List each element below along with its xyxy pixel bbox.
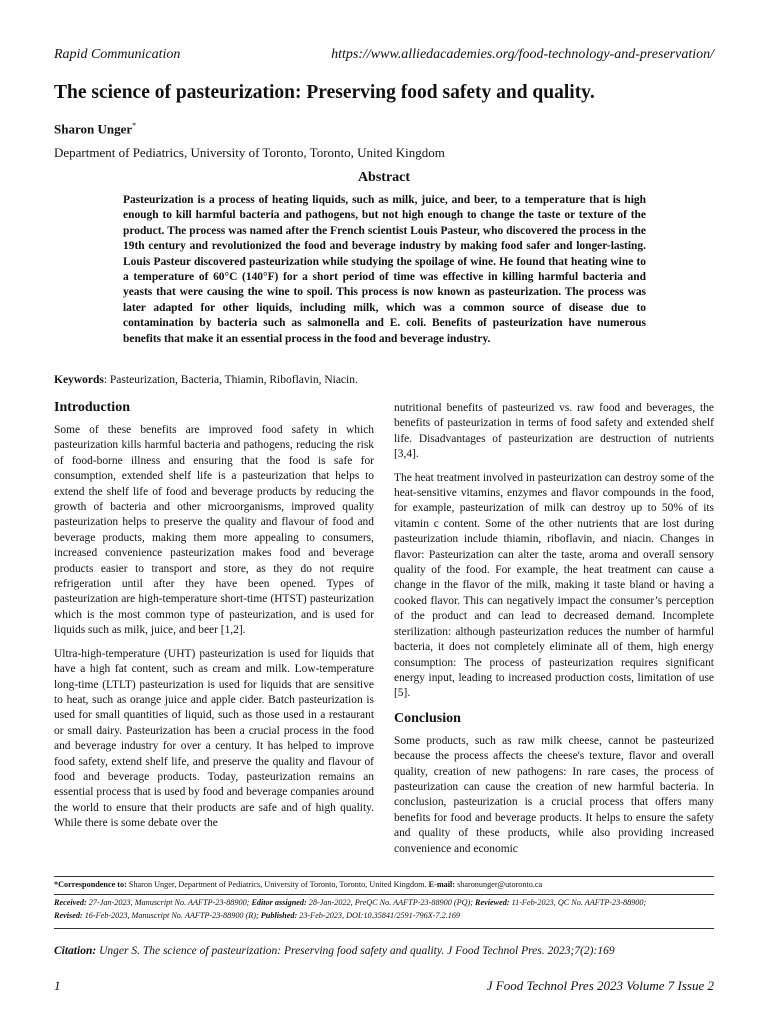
abstract-heading: Abstract bbox=[357, 170, 411, 185]
author-name-text: Sharon Unger bbox=[54, 121, 133, 137]
right-column bbox=[394, 401, 714, 865]
keywords-text: : Pasteurization, Bacteria, Thiamin, Riboflavin, Niacin. bbox=[103, 374, 358, 386]
revised-label: Revised: bbox=[54, 911, 83, 920]
received-label: Received: bbox=[54, 898, 87, 907]
introduction-heading: Introduction bbox=[54, 400, 130, 415]
email-label: E-mail: bbox=[428, 880, 456, 889]
keywords-label: Keywords bbox=[54, 374, 104, 386]
author-mark: * bbox=[132, 121, 137, 130]
correspondence-note bbox=[54, 880, 714, 889]
conclusion-heading: Conclusion bbox=[394, 710, 461, 726]
journal-url[interactable]: https://www.alliedacademies.org/food-technology-and-preservation/ bbox=[331, 47, 714, 62]
footnote-divider-mid bbox=[54, 894, 714, 895]
author-name bbox=[54, 121, 136, 137]
intro-paragraph-1: Some of these benefits are improved food safety in which pasteurization kills harmful bacteria and pathogens, reducing the risk of food-borne illness and ensuring that the food is safe for consumption, extended shelf life is a pasteurization that helps to extend the shelf life of food and beverage products by reducing the growth of bacteria and other microorganisms, improved quality pasteurization helps to preserve the quality and flavour of food and beverage products, making them more appealing to consumers, increased convenience pasteurization makes food and beverage products easier to transport and store, as they do not require refrigeration until after they have been opened. Types of pasteurization are high-temperature short-time (HTST) pasteurization which is the most common type of pasteurization, and is used for liquids such as milk, juice, and beer [1,2]. bbox=[54, 424, 374, 637]
published-label: Published: bbox=[260, 911, 298, 920]
reviewed-date: 11-Feb-2023, QC No. AAFTP-23-88900; bbox=[509, 898, 647, 907]
citation-text: Unger S. The science of pasteurization: Preserving food safety and quality. J Food Technol Pres. 2023;7(2):169 bbox=[96, 945, 615, 957]
editor-date: 28-Jan-2022, PreQC No. AAFTP-23-88900 (PQ); bbox=[306, 898, 476, 907]
citation bbox=[54, 945, 615, 957]
article-title: The science of pasteurization: Preserving food safety and quality. bbox=[54, 82, 595, 103]
journal-footer: J Food Technol Pres 2023 Volume 7 Issue 2 bbox=[486, 978, 714, 993]
footnote-divider-bottom bbox=[54, 928, 714, 929]
article-dates bbox=[54, 896, 714, 922]
intro-paragraph-4: The heat treatment involved in pasteurization can destroy some of the heat-sensitive vitamins, enzymes and flavor compounds in the food, for example, pasteurization of milk can destroy up to 50% of its vitamin c content. Some of the other nutrients that are lost during pasteurization include thiamin, riboflavin, and niacin. Changes in flavor: Pasteurization can alter the taste, aroma and overall sensory quality of the food. For example, the heat treatment can cause a change in the flavor of the milk, making it taste bland or having a cooked flavor. This can negatively impact the consumer’s perception of the product and can lead to decreased demand. Incomplete sterilization: although pasteurization reduces the number of harmful bacteria, it does not completely eliminate all of them, high energy consumption: The process of pasteurization requires significant energy input, leading to increased production costs, limitation of use [5]. bbox=[394, 471, 714, 700]
revised-date: 16-Feb-2023, Manuscript No. AAFTP-23-88900 (R); bbox=[82, 911, 261, 920]
correspondence-label: *Correspondence to: bbox=[54, 880, 127, 889]
email-address[interactable]: sharonunger@utoronto.ca bbox=[455, 880, 543, 889]
intro-paragraph-3: nutritional benefits of pasteurized vs. raw food and beverages, the benefits of pasteurization in terms of food safety and extended shelf life. Disadvantages of pasteurization are destruction of nutrients [3,4]. bbox=[394, 402, 714, 461]
footnote-divider-top bbox=[54, 876, 714, 877]
running-header-left: Rapid Communication bbox=[54, 47, 181, 62]
correspondence-text: Sharon Unger, Department of Pediatrics, University of Toronto, Toronto, United Kingdom. bbox=[126, 880, 427, 889]
citation-label: Citation: bbox=[54, 945, 97, 957]
keywords bbox=[54, 374, 358, 386]
left-column bbox=[54, 399, 374, 840]
reviewed-label: Reviewed: bbox=[475, 898, 510, 907]
published-date: 23-Feb-2023, DOI:10.35841/2591-796X-7.2.169 bbox=[297, 911, 461, 920]
editor-label: Editor assigned: bbox=[251, 898, 307, 907]
page-number: 1 bbox=[54, 978, 61, 993]
intro-paragraph-2: Ultra-high-temperature (UHT) pasteurization is used for liquids that have a high fat content, such as cream and milk. Low-temperature long-time (LTLT) pasteurization is used for liquids that are sensitive to heat, such as orange juice and apple cider. Batch pasteurization is used for small quantities of liquid, such as those used in a restaurant or small dairy. Pasteurization has been a crucial process in the food and beverage industry for over a century. It has helped to improve food safety, extend shelf life, and preserve the quality and flavour of food and beverage products. Today, pasteurization remains an essential process that is used by food and beverage companies around the world to ensure that their products are safe and of high quality. While there is some debate over the bbox=[54, 647, 374, 830]
author-affiliation: Department of Pediatrics, University of Toronto, Toronto, United Kingdom bbox=[54, 145, 445, 160]
abstract-text: Pasteurization is a process of heating liquids, such as milk, juice, and beer, to a temperature that is high enough to kill harmful bacteria and pathogens, but not high enough to change the taste or texture of the product. The process was named after the French scientist Louis Pasteur, who discovered the process in the 19th century and revolutionized the food and beverage industry by making food safer and longer-lasting. Louis Pasteur discovered pasteurization while studying the spoilage of wine. He found that heating wine to a temperature of 60°C (140°F) for a short period of time was effective in killing harmful bacteria and yeasts that were causing the wine to spoil. This process is now known as pasteurization. The process was later adapted for other liquids, including milk, which was a common source of disease due to contamination by bacteria such as salmonella and E. coli. Benefits of pasteurization have numerous benefits that make it an essential process in the food and beverage industry. bbox=[123, 194, 646, 345]
conclusion-paragraph-1: Some products, such as raw milk cheese, cannot be pasteurized because the process affects the cheese's texture, flavor and overall quality, creation of new pathogens: In rare cases, the process of pasteurization can cause the creation of new harmful bacteria. In conclusion, pasteurization is a crucial process that offers many benefits for food and beverage products. It helps to ensure the safety and quality of these products, while also providing increased convenience and economic bbox=[394, 734, 714, 855]
received-date: 27-Jan-2023, Manuscript No. AAFTP-23-88900; bbox=[86, 898, 252, 907]
